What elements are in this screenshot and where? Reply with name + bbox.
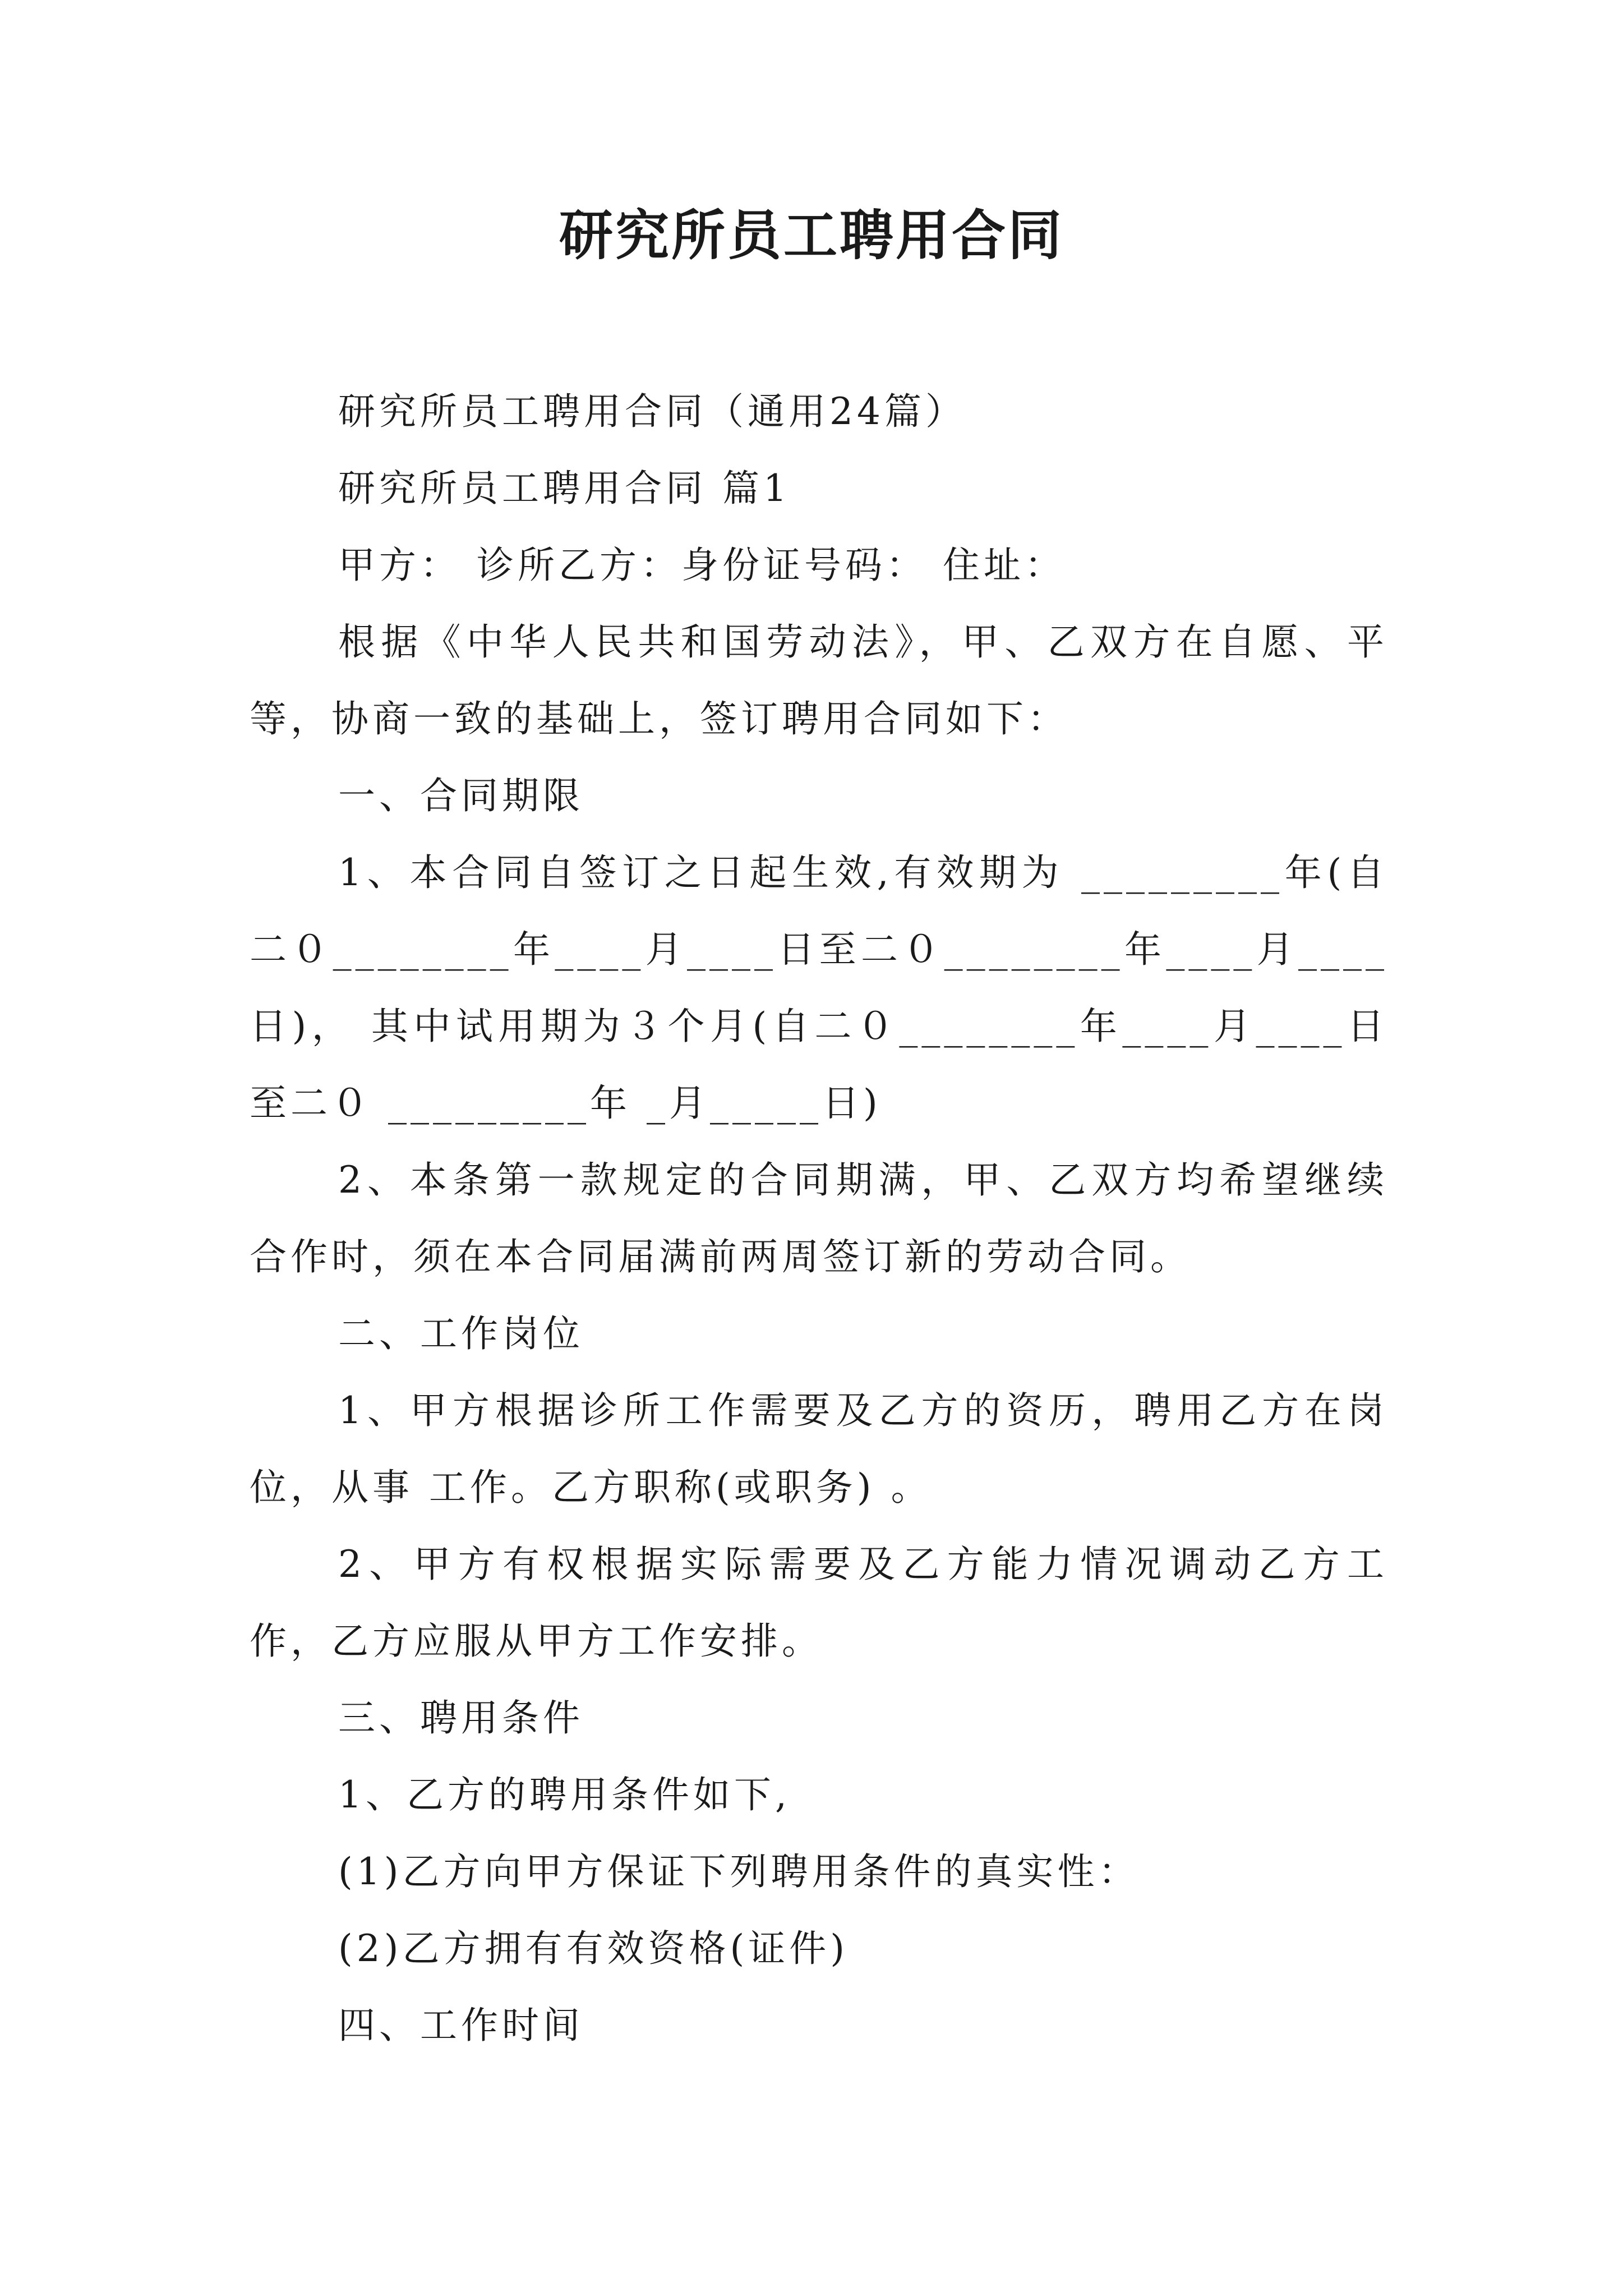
paragraph-conditions-clause-1: 1、乙方的聘用条件如下, bbox=[338, 1773, 791, 1816]
paragraph-term-clause-1: 1、本合同自签订之日起生效,有效期为 _________年(自二０________年____月____日至二０________年____月____日)， 其中试用期为３个月(自二０________年____月____日至二０ _________年 _月_____日) bbox=[250, 851, 1388, 1125]
paragraph-position-clause-2: 2、甲方有权根据实际需要及乙方能力情况调动乙方工作，乙方应服从甲方工作安排。 bbox=[250, 1543, 1388, 1663]
paragraph-preamble: 根据《中华人民共和国劳动法》，甲、乙双方在自愿、平等，协商一致的基础上，签订聘用合同如下： bbox=[250, 620, 1388, 740]
paragraph-parties: 甲方： 诊所乙方：身份证号码： 住址： bbox=[338, 544, 1066, 587]
heading-employment-conditions: 三、聘用条件 bbox=[338, 1696, 584, 1740]
document-body bbox=[250, 373, 1388, 2064]
paragraph-conditions-item-1: (1)乙方向甲方保证下列聘用条件的真实性： bbox=[338, 1850, 1140, 1893]
heading-contract-term: 一、合同期限 bbox=[338, 774, 584, 817]
paragraph-position-clause-1: 1、甲方根据诊所工作需要及乙方的资历，聘用乙方在岗位，从事 工作。乙方职称(或职务) 。 bbox=[250, 1389, 1388, 1509]
paragraph-term-clause-2: 2、本条第一款规定的合同期满，甲、乙双方均希望继续合作时，须在本合同届满前两周签订新的劳动合同。 bbox=[250, 1158, 1388, 1278]
document-title: 研究所员工聘用合同 bbox=[559, 204, 1064, 267]
paragraph-conditions-item-2: (2)乙方拥有有效资格(证件) bbox=[338, 1927, 849, 1970]
paragraph-section-heading: 研究所员工聘用合同 篇1 bbox=[338, 467, 791, 510]
heading-job-position: 二、工作岗位 bbox=[338, 1312, 584, 1355]
heading-working-hours: 四、工作时间 bbox=[338, 2004, 584, 2047]
paragraph-subtitle: 研究所员工聘用合同（通用24篇） bbox=[338, 390, 966, 433]
